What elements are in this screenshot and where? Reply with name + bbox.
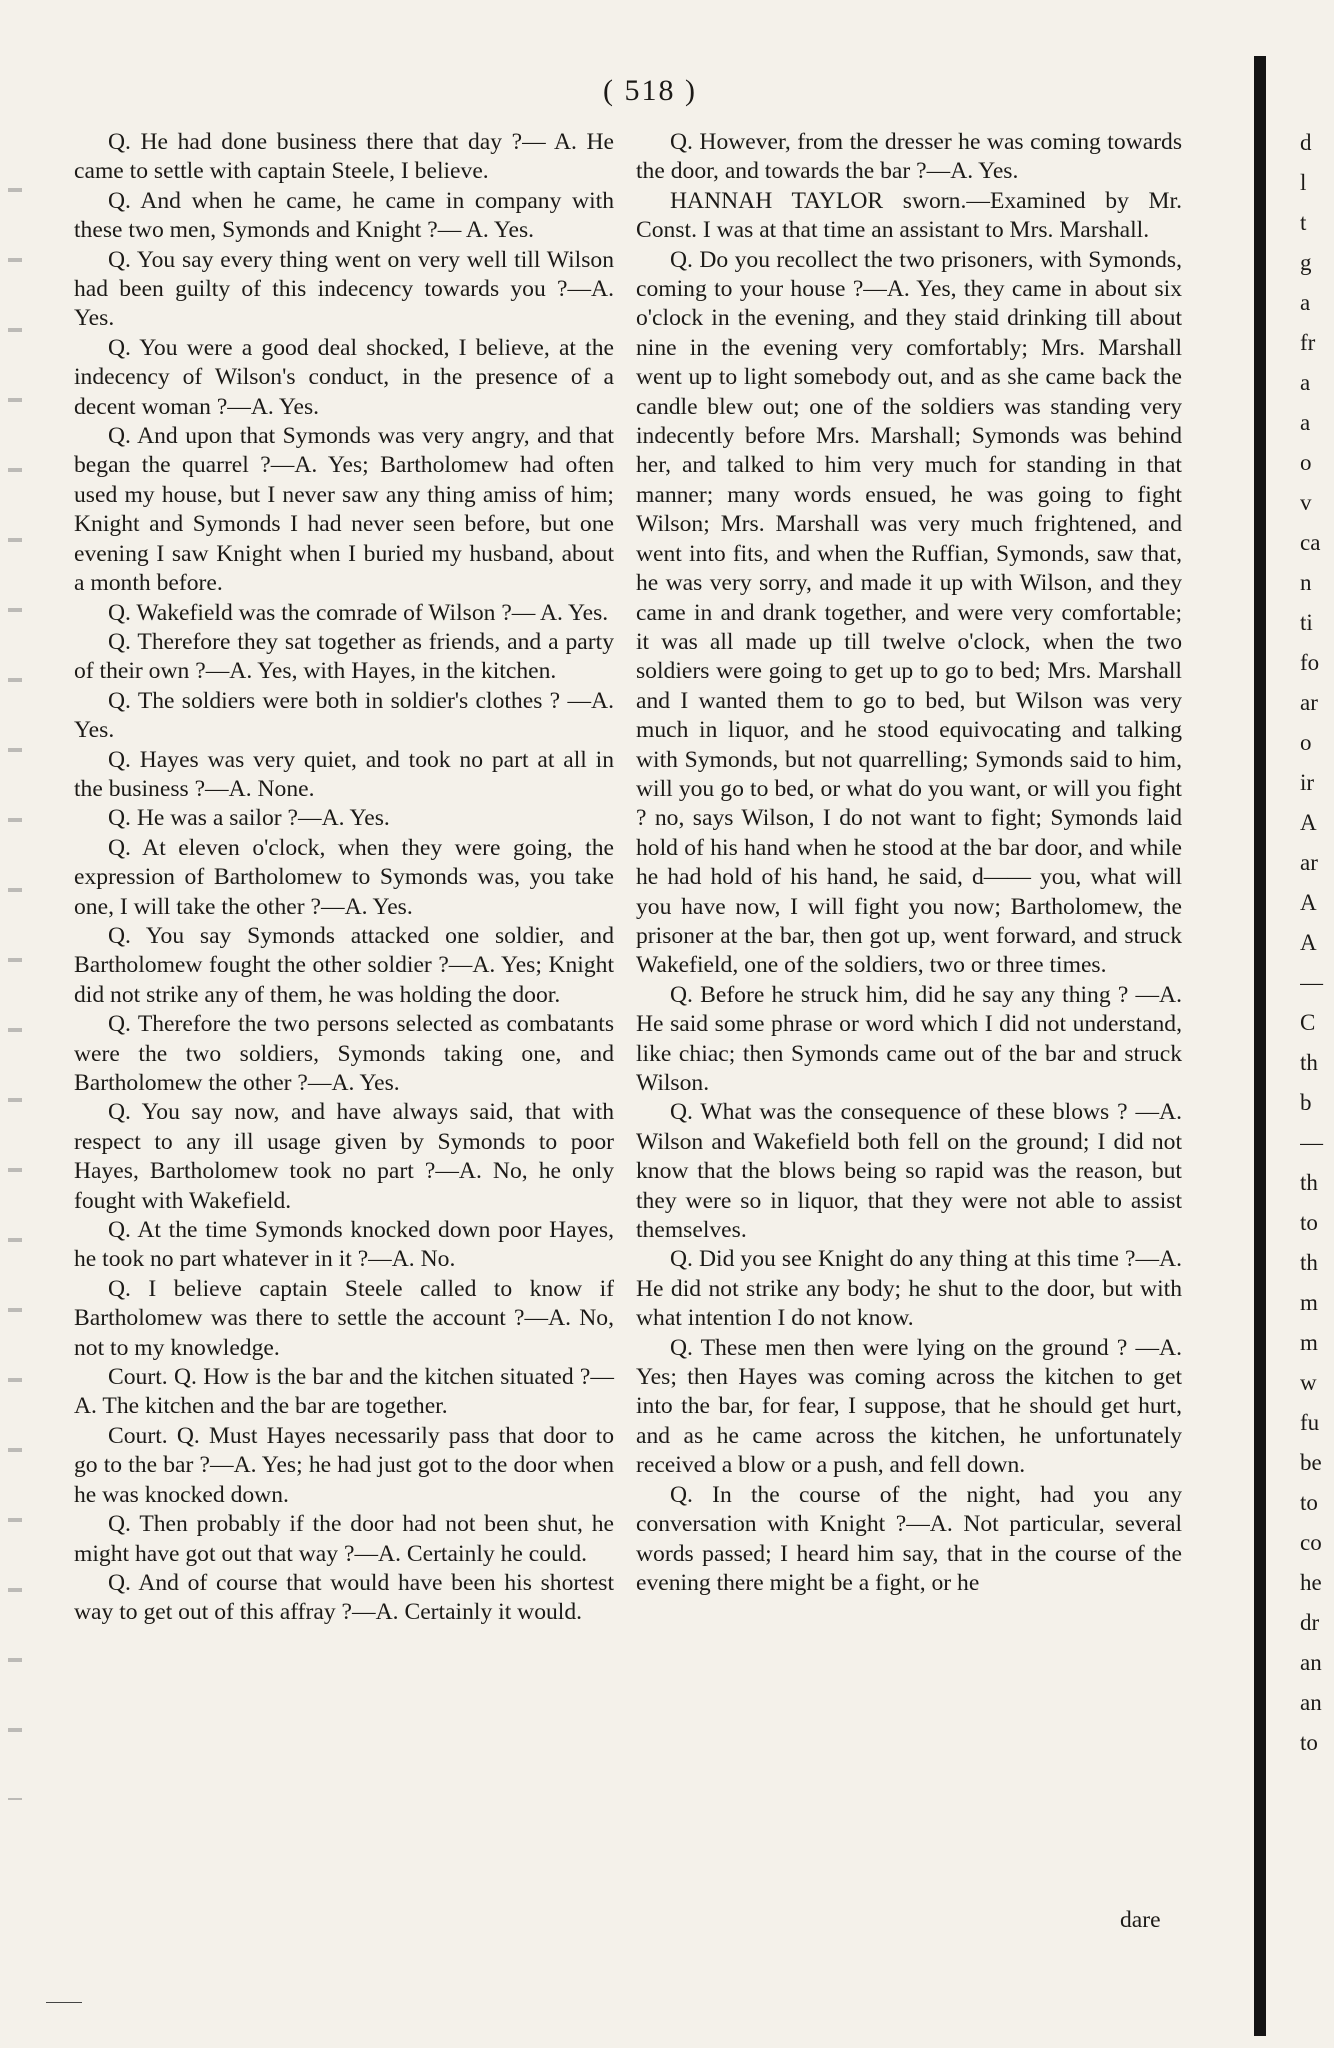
testimony-paragraph: HANNAH TAYLOR sworn.—Examined by Mr. Const. I was at that time an assistant to Mrs. Marshall. [636,187,1182,244]
bleed-fragment: A [1300,810,1317,835]
testimony-paragraph: Q. At the time Symonds knocked down poor Hayes, he took no part whatever in it ?—A. No. [74,1217,614,1273]
bleed-fragment: a [1300,370,1311,395]
bleed-fragment: a [1300,410,1311,435]
testimony-paragraph: Court. Q. How is the bar and the kitchen situated ?—A. The kitchen and the bar are together. [74,1364,614,1420]
testimony-paragraph: Q. What was the consequence of these blows ? —A. Wilson and Wakefield both fell on the ground; I did not know that the blows being so rapid was the reason, but they were so in liquor, that they were not able to assist themselves. [636,1099,1182,1244]
bleed-fragment: m [1300,1330,1318,1355]
bleed-fragment: ar [1300,850,1318,875]
testimony-paragraph: Q. Hayes was very quiet, and took no part at all in the business ?—A. None. [74,746,614,802]
bleed-fragment: to [1300,1730,1318,1755]
bleed-fragment: th [1300,1170,1318,1195]
testimony-paragraph: Q. Wakefield was the comrade of Wilson ?— A. Yes. [108,599,609,626]
bleed-fragment: an [1300,1650,1322,1675]
bleed-fragment: l [1300,170,1307,195]
bleed-fragment: v [1300,490,1312,515]
testimony-paragraph: Q. I believe captain Steele called to know if Bartholomew was there to settle the account ?—A. No, not to my knowledge. [74,1275,614,1361]
testimony-paragraph: Q. And when he came, he came in company with these two men, Symonds and Knight ?— A. Yes. [74,187,614,244]
testimony-paragraph: Q. Do you recollect the two prisoners, with Symonds, coming to your house ?—A. Yes, they came in about six o'clock in the evening, and they staid drinking till about nine in the evening very comfortably; Mrs. Marshall went up to light somebody out, and as she came back the candle blew out; one of the soldiers was standing very indecently before Mrs. Marshall; Symonds was behind her, and talked to him very much for standing in that manner; many words ensued, he was going to fight Wilson; Mrs. Marshall was very much frightened, and went into fits, and when the Ruffian, Symonds, saw that, he was very sorry, and made it up with Wilson, and they came in and drank together, and were very comfortable; it was all made up till twelve o'clock, when the two soldiers were going to get up to go to bed; Mrs. Marshall and I wanted them to go to bed, but Wilson was very much in liquor, and he stood equivocating and talking with Symonds, but not quarrelling; Symonds said to him, will you go to bed, or what do you want, or will you fight ? no, says Wilson, I do not want to fight; Symonds laid hold of his hand when he stood at the bar door, and while he had hold of his hand, he said, d—— you, what will you have now, I will fight you now; Bartholomew, the prisoner at the bar, then got up, went forward, and struck Wakefield, one of the soldiers, two or three times. [636,246,1182,979]
page-number: ( 518 ) [603,74,697,107]
catchword: dare [1120,1907,1161,1933]
bleed-fragment: n [1300,570,1312,595]
bleed-fragment: fo [1300,650,1320,675]
bleed-fragment: d [1300,130,1312,155]
binding-gutter [1254,56,1266,2036]
bleed-fragment: A [1300,930,1317,955]
bleed-fragment: t [1300,210,1307,235]
bleed-fragment: he [1300,1570,1322,1595]
bleed-fragment: ar [1300,690,1318,715]
bleed-fragment: dr [1300,1610,1320,1635]
testimony-paragraph: Q. You say now, and have always said, that with respect to any ill usage given by Symonds to poor Hayes, Bartholomew took no part ?—A. No, he only fought with Wakefield. [74,1099,614,1214]
bleed-fragment: o [1300,730,1312,755]
testimony-paragraph: Q. You say Symonds attacked one soldier, and Bartholomew fought the other soldier ?—A. Yes; Knight did not strike any of them, he was holding the door. [74,922,614,1008]
bleed-fragment: g [1300,250,1312,275]
testimony-paragraph: Q. Then probably if the door had not been shut, he might have got out that way ?—A. Certainly he could. [74,1511,614,1567]
testimony-paragraph: Q. And upon that Symonds was very angry, and that began the quarrel ?—A. Yes; Bartholomew had often used my house, but I never saw any thing amiss of him; Knight and Symonds I had never seen before, but one evening I saw Knight when I buried my husband, about a month before. [74,423,614,597]
bleed-fragment: ir [1300,770,1315,795]
bleed-fragment: be [1300,1450,1322,1475]
bleed-fragment: co [1300,1530,1322,1555]
bleed-fragment: A [1300,890,1317,915]
testimony-paragraph: Q. You were a good deal shocked, I believe, at the indecency of Wilson's conduct, in the presence of a decent woman ?—A. Yes. [74,334,614,420]
testimony-paragraph: Court. Q. Must Hayes necessarily pass that door to go to the bar ?—A. Yes; he had just got to the door when he was knocked down. [74,1422,614,1508]
next-page-bleed [1300,128,1334,1768]
bleed-fragment: w [1300,1370,1317,1395]
testimony-paragraph: Q. He had done business there that day ?— A. He came to settle with captain Steele, I believe. [74,129,614,185]
testimony-paragraph: Q. These men then were lying on the ground ? —A. Yes; then Hayes was coming across the kitchen to get into the bar, for fear, I suppose, that he should get hurt, and as he came across the kitchen, he unfortunately received a blow or a push, and fell down. [636,1334,1182,1479]
testimony-paragraph: Q. Did you see Knight do any thing at this time ?—A. He did not strike any body; he shut to the door, but with what intention I do not know. [636,1246,1182,1332]
testimony-paragraph: Q. At eleven o'clock, when they were going, the expression of Bartholomew to Symonds was, you take one, I will take the other ?—A. Yes. [74,834,614,920]
testimony-paragraph: Q. You say every thing went on very well till Wilson had been guilty of this indecency towards you ?—A. Yes. [74,246,614,332]
left-column [74,128,614,1628]
bleed-fragment: fu [1300,1410,1320,1435]
right-column [636,128,1182,1598]
bleed-fragment: o [1300,450,1312,475]
testimony-paragraph: Q. However, from the dresser he was coming towards the door, and towards the bar ?—A. Yes. [636,129,1182,185]
testimony-paragraph: Q. He was a sailor ?—A. Yes. [108,805,390,832]
bleed-fragment: an [1300,1690,1322,1715]
bottom-rule [46,2002,82,2003]
testimony-paragraph: Q. Therefore they sat together as friends, and a party of their own ?—A. Yes, with Hayes, in the kitchen. [74,628,614,685]
testimony-paragraph: Q. And of course that would have been his shortest way to get out of this affray ?—A. Certainly it would. [74,1569,614,1626]
bleed-fragment: a [1300,290,1311,315]
bleed-fragment: to [1300,1210,1318,1235]
bleed-fragment: ca [1300,530,1321,555]
testimony-paragraph: Q. In the course of the night, had you any conversation with Knight ?—A. Not particular, several words passed; I heard him say, that in the course of the evening there might be a fight, or he [636,1481,1182,1596]
bleed-fragment: th [1300,1250,1318,1275]
bleed-fragment: fr [1300,330,1316,355]
bleed-fragment: m [1300,1290,1318,1315]
bleed-fragment: ti [1300,610,1313,635]
testimony-paragraph: Q. Before he struck him, did he say any thing ? —A. He said some phrase or word which I did not understand, like chiac; then Symonds came out of the bar and struck Wilson. [636,981,1182,1096]
bleed-fragment: C [1300,1010,1316,1035]
bleed-fragment: — [1300,970,1323,995]
bleed-fragment: b [1300,1090,1312,1115]
testimony-paragraph: Q. Therefore the two persons selected as combatants were the two soldiers, Symonds taking one, and Bartholomew the other ?—A. Yes. [74,1011,614,1096]
bleed-fragment: th [1300,1050,1318,1075]
testimony-paragraph: Q. The soldiers were both in soldier's clothes ? —A. Yes. [74,687,614,744]
bleed-fragment: — [1300,1130,1323,1155]
bleed-fragment: to [1300,1490,1318,1515]
scan-edge-marks [8,150,22,1800]
